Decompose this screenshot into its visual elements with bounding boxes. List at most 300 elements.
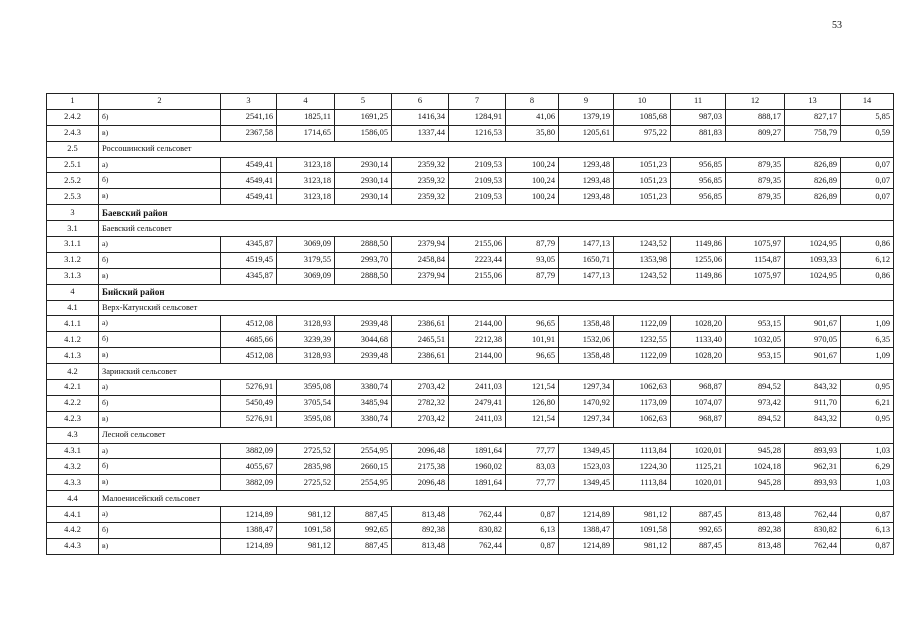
- table-cell: 6,12: [841, 252, 894, 268]
- section-row: [47, 141, 894, 157]
- table-cell: 3128,93: [277, 348, 335, 364]
- table-cell: 3882,09: [221, 475, 277, 491]
- table-cell: 887,45: [671, 507, 726, 523]
- table-cell: 888,17: [726, 109, 785, 125]
- table-cell: 2212,38: [449, 332, 506, 348]
- table-cell: 813,48: [392, 507, 449, 523]
- table-cell: 894,52: [726, 380, 785, 396]
- table-cell: 3123,18: [277, 157, 335, 173]
- table-cell: 2411,03: [449, 380, 506, 396]
- section-title: Заринский сельсовет: [99, 364, 894, 380]
- table-cell: 1028,20: [671, 348, 726, 364]
- table-cell: 3123,18: [277, 173, 335, 189]
- row-variant: а): [99, 157, 221, 173]
- table-cell: 1020,01: [671, 443, 726, 459]
- table-cell: 5450,49: [221, 395, 277, 411]
- table-cell: 1297,34: [559, 380, 614, 396]
- table-cell: 1477,13: [559, 237, 614, 253]
- table-cell: 6,29: [841, 459, 894, 475]
- table-cell: 2930,14: [335, 157, 392, 173]
- table-cell: 1032,05: [726, 332, 785, 348]
- table-cell: 0,95: [841, 411, 894, 427]
- table-cell: 981,12: [614, 538, 671, 554]
- table-cell: 0,07: [841, 157, 894, 173]
- row-variant: в): [99, 125, 221, 141]
- section-row: [47, 364, 894, 380]
- table-cell: 0,86: [841, 237, 894, 253]
- table-row: [47, 252, 894, 268]
- row-variant: а): [99, 507, 221, 523]
- table-cell: 992,65: [335, 523, 392, 539]
- table-cell: 1232,55: [614, 332, 671, 348]
- row-code: 4.3.3: [47, 475, 99, 491]
- row-code: 4.1: [47, 300, 99, 316]
- table-cell: 1825,11: [277, 109, 335, 125]
- table-cell: 1125,21: [671, 459, 726, 475]
- table-cell: 2554,95: [335, 443, 392, 459]
- table-cell: 41,06: [506, 109, 559, 125]
- table-row: [47, 332, 894, 348]
- table-row: [47, 507, 894, 523]
- table-cell: 2554,95: [335, 475, 392, 491]
- table-cell: 2725,52: [277, 475, 335, 491]
- row-variant: а): [99, 443, 221, 459]
- table-cell: 1149,86: [671, 237, 726, 253]
- table-cell: 1075,97: [726, 268, 785, 284]
- section-row: [47, 284, 894, 300]
- table-cell: 5,85: [841, 109, 894, 125]
- row-code: 4.2.3: [47, 411, 99, 427]
- table-cell: 762,44: [785, 538, 841, 554]
- row-code: 4.4.1: [47, 507, 99, 523]
- table-cell: 3380,74: [335, 380, 392, 396]
- table-cell: 1349,45: [559, 443, 614, 459]
- table-cell: 4512,08: [221, 348, 277, 364]
- column-header: 6: [392, 94, 449, 110]
- table-cell: 1028,20: [671, 316, 726, 332]
- table-cell: 1205,61: [559, 125, 614, 141]
- row-code: 4.4.2: [47, 523, 99, 539]
- table-cell: 826,89: [785, 173, 841, 189]
- table-cell: 762,44: [449, 538, 506, 554]
- table-row: [47, 125, 894, 141]
- table-cell: 1353,98: [614, 252, 671, 268]
- table-cell: 2109,53: [449, 157, 506, 173]
- table-cell: 5276,91: [221, 411, 277, 427]
- row-code: 4: [47, 284, 99, 300]
- row-code: 4.4: [47, 491, 99, 507]
- section-title: Баевский сельсовет: [99, 221, 894, 237]
- table-cell: 1024,18: [726, 459, 785, 475]
- table-cell: 1051,23: [614, 189, 671, 205]
- row-code: 4.1.1: [47, 316, 99, 332]
- table-row: [47, 411, 894, 427]
- table-cell: 1091,58: [277, 523, 335, 539]
- table-cell: 1074,07: [671, 395, 726, 411]
- table-cell: 1149,86: [671, 268, 726, 284]
- row-code: 3.1.2: [47, 252, 99, 268]
- table-row: [47, 459, 894, 475]
- row-variant: в): [99, 348, 221, 364]
- table-cell: 894,52: [726, 411, 785, 427]
- row-code: 2.5.2: [47, 173, 99, 189]
- table-cell: 968,87: [671, 411, 726, 427]
- section-row: [47, 427, 894, 443]
- row-code: 2.4.3: [47, 125, 99, 141]
- column-header: 5: [335, 94, 392, 110]
- header-row: [47, 94, 894, 110]
- table-cell: 93,05: [506, 252, 559, 268]
- row-code: 4.3: [47, 427, 99, 443]
- row-variant: б): [99, 459, 221, 475]
- table-cell: 4549,41: [221, 189, 277, 205]
- table-cell: 2155,06: [449, 268, 506, 284]
- table-cell: 1113,84: [614, 443, 671, 459]
- table-row: [47, 523, 894, 539]
- section-title: Малоенисейский сельсовет: [99, 491, 894, 507]
- table-cell: 762,44: [785, 507, 841, 523]
- row-variant: в): [99, 411, 221, 427]
- row-variant: б): [99, 109, 221, 125]
- column-header: 8: [506, 94, 559, 110]
- table-cell: 901,67: [785, 348, 841, 364]
- table-cell: 1714,65: [277, 125, 335, 141]
- row-code: 4.1.3: [47, 348, 99, 364]
- table-cell: 3123,18: [277, 189, 335, 205]
- table-cell: 2379,94: [392, 237, 449, 253]
- table-cell: 1133,40: [671, 332, 726, 348]
- table-cell: 35,80: [506, 125, 559, 141]
- row-code: 3: [47, 205, 99, 221]
- table-cell: 1,03: [841, 443, 894, 459]
- table-cell: 2144,00: [449, 348, 506, 364]
- row-code: 2.4.2: [47, 109, 99, 125]
- table-cell: 2541,16: [221, 109, 277, 125]
- table-cell: 2359,32: [392, 189, 449, 205]
- table-row: [47, 380, 894, 396]
- table-cell: 813,48: [392, 538, 449, 554]
- table-cell: 970,05: [785, 332, 841, 348]
- row-code: 4.1.2: [47, 332, 99, 348]
- section-title: Россошинский сельсовет: [99, 141, 894, 157]
- table-cell: 2703,42: [392, 411, 449, 427]
- row-code: 3.1.3: [47, 268, 99, 284]
- table-cell: 2993,70: [335, 252, 392, 268]
- table-cell: 100,24: [506, 157, 559, 173]
- table-cell: 3595,08: [277, 411, 335, 427]
- table-cell: 1085,68: [614, 109, 671, 125]
- table-cell: 992,65: [671, 523, 726, 539]
- table-cell: 5276,91: [221, 380, 277, 396]
- column-header: 9: [559, 94, 614, 110]
- table-cell: 0,87: [506, 538, 559, 554]
- table-cell: 879,35: [726, 173, 785, 189]
- table-row: [47, 538, 894, 554]
- table-cell: 1122,09: [614, 348, 671, 364]
- table-cell: 100,24: [506, 173, 559, 189]
- section-title: Лесной сельсовет: [99, 427, 894, 443]
- table-cell: 1388,47: [559, 523, 614, 539]
- table-cell: 843,32: [785, 380, 841, 396]
- table-cell: 3705,54: [277, 395, 335, 411]
- table-cell: 3882,09: [221, 443, 277, 459]
- table-cell: 1214,89: [559, 507, 614, 523]
- table-cell: 2930,14: [335, 173, 392, 189]
- table-cell: 945,28: [726, 475, 785, 491]
- table-cell: 4549,41: [221, 173, 277, 189]
- table-cell: 2359,32: [392, 173, 449, 189]
- table-row: [47, 189, 894, 205]
- table-cell: 1523,03: [559, 459, 614, 475]
- table-cell: 1891,64: [449, 443, 506, 459]
- table-cell: 3595,08: [277, 380, 335, 396]
- column-header: 4: [277, 94, 335, 110]
- table-cell: 1255,06: [671, 252, 726, 268]
- table-cell: 981,12: [277, 507, 335, 523]
- table-cell: 758,79: [785, 125, 841, 141]
- table-cell: 881,83: [671, 125, 726, 141]
- table-cell: 1358,48: [559, 348, 614, 364]
- table-cell: 1,09: [841, 316, 894, 332]
- table-cell: 956,85: [671, 189, 726, 205]
- table-cell: 3128,93: [277, 316, 335, 332]
- table-row: [47, 157, 894, 173]
- table-cell: 3179,55: [277, 252, 335, 268]
- row-variant: в): [99, 189, 221, 205]
- table-cell: 1051,23: [614, 173, 671, 189]
- table-cell: 879,35: [726, 189, 785, 205]
- table-cell: 813,48: [726, 538, 785, 554]
- table-cell: 953,15: [726, 348, 785, 364]
- table-cell: 2411,03: [449, 411, 506, 427]
- table-cell: 96,65: [506, 316, 559, 332]
- table-cell: 4345,87: [221, 237, 277, 253]
- section-title: Верх-Катунский сельсовет: [99, 300, 894, 316]
- data-table: [46, 93, 894, 555]
- table-cell: 2386,61: [392, 348, 449, 364]
- column-header: 7: [449, 94, 506, 110]
- table-cell: 126,80: [506, 395, 559, 411]
- table-cell: 2096,48: [392, 475, 449, 491]
- table-cell: 887,45: [335, 507, 392, 523]
- table-cell: 2479,41: [449, 395, 506, 411]
- row-code: 3.1.1: [47, 237, 99, 253]
- table-cell: 2835,98: [277, 459, 335, 475]
- table-cell: 1024,95: [785, 237, 841, 253]
- table-cell: 945,28: [726, 443, 785, 459]
- table-cell: 1214,89: [221, 538, 277, 554]
- table-row: [47, 348, 894, 364]
- table-cell: 892,38: [726, 523, 785, 539]
- table-cell: 1416,34: [392, 109, 449, 125]
- table-cell: 827,17: [785, 109, 841, 125]
- column-header: 12: [726, 94, 785, 110]
- table-cell: 1122,09: [614, 316, 671, 332]
- table-cell: 4685,66: [221, 332, 277, 348]
- table-cell: 826,89: [785, 157, 841, 173]
- table-cell: 1091,58: [614, 523, 671, 539]
- table-cell: 809,27: [726, 125, 785, 141]
- table-cell: 1051,23: [614, 157, 671, 173]
- row-code: 4.2.1: [47, 380, 99, 396]
- table-cell: 981,12: [277, 538, 335, 554]
- table-cell: 6,13: [841, 523, 894, 539]
- table-cell: 1284,91: [449, 109, 506, 125]
- table-cell: 2379,94: [392, 268, 449, 284]
- table-cell: 981,12: [614, 507, 671, 523]
- table-cell: 2175,38: [392, 459, 449, 475]
- table-cell: 1960,02: [449, 459, 506, 475]
- table-cell: 1,03: [841, 475, 894, 491]
- table-cell: 2223,44: [449, 252, 506, 268]
- table-cell: 87,79: [506, 268, 559, 284]
- section-row: [47, 221, 894, 237]
- table-cell: 987,03: [671, 109, 726, 125]
- row-code: 4.2.2: [47, 395, 99, 411]
- table-cell: 2096,48: [392, 443, 449, 459]
- table-cell: 1650,71: [559, 252, 614, 268]
- table-cell: 973,42: [726, 395, 785, 411]
- table-cell: 6,21: [841, 395, 894, 411]
- section-row: [47, 205, 894, 221]
- table-cell: 121,54: [506, 411, 559, 427]
- row-code: 4.3.1: [47, 443, 99, 459]
- table-cell: 0,86: [841, 268, 894, 284]
- table-cell: 1470,92: [559, 395, 614, 411]
- table-cell: 2359,32: [392, 157, 449, 173]
- table-cell: 956,85: [671, 173, 726, 189]
- table-cell: 6,35: [841, 332, 894, 348]
- column-header: 14: [841, 94, 894, 110]
- table-cell: 911,70: [785, 395, 841, 411]
- table-cell: 1293,48: [559, 189, 614, 205]
- table-row: [47, 475, 894, 491]
- section-title: Бийский район: [99, 284, 894, 300]
- table-cell: 1154,87: [726, 252, 785, 268]
- table-row: [47, 443, 894, 459]
- table-cell: 892,38: [392, 523, 449, 539]
- table-cell: 968,87: [671, 380, 726, 396]
- table-cell: 3380,74: [335, 411, 392, 427]
- table-cell: 826,89: [785, 189, 841, 205]
- table-cell: 2660,15: [335, 459, 392, 475]
- table-cell: 830,82: [785, 523, 841, 539]
- table-row: [47, 316, 894, 332]
- table-cell: 2939,48: [335, 348, 392, 364]
- row-variant: а): [99, 316, 221, 332]
- table-cell: 0,07: [841, 189, 894, 205]
- row-code: 4.4.3: [47, 538, 99, 554]
- table-cell: 3069,09: [277, 268, 335, 284]
- table-cell: 121,54: [506, 380, 559, 396]
- table-cell: 1173,09: [614, 395, 671, 411]
- table-row: [47, 173, 894, 189]
- table-cell: 2458,84: [392, 252, 449, 268]
- table-cell: 1214,89: [559, 538, 614, 554]
- table-cell: 887,45: [671, 538, 726, 554]
- row-variant: б): [99, 332, 221, 348]
- table-row: [47, 237, 894, 253]
- row-variant: а): [99, 380, 221, 396]
- table-cell: 813,48: [726, 507, 785, 523]
- table-cell: 1293,48: [559, 157, 614, 173]
- table-cell: 1243,52: [614, 237, 671, 253]
- row-variant: в): [99, 538, 221, 554]
- table-cell: 901,67: [785, 316, 841, 332]
- table-cell: 1293,48: [559, 173, 614, 189]
- table-cell: 893,93: [785, 443, 841, 459]
- table-cell: 4345,87: [221, 268, 277, 284]
- table-cell: 1243,52: [614, 268, 671, 284]
- table-cell: 3069,09: [277, 237, 335, 253]
- table-cell: 2109,53: [449, 173, 506, 189]
- table-cell: 1020,01: [671, 475, 726, 491]
- table-cell: 1379,19: [559, 109, 614, 125]
- table-cell: 1691,25: [335, 109, 392, 125]
- table-cell: 830,82: [449, 523, 506, 539]
- column-header: 11: [671, 94, 726, 110]
- table-cell: 100,24: [506, 189, 559, 205]
- table-cell: 1532,06: [559, 332, 614, 348]
- table-cell: 0,87: [506, 507, 559, 523]
- table-cell: 83,03: [506, 459, 559, 475]
- table-cell: 2703,42: [392, 380, 449, 396]
- page-number: 53: [832, 20, 842, 31]
- table-row: [47, 395, 894, 411]
- table-cell: 4512,08: [221, 316, 277, 332]
- row-code: 3.1: [47, 221, 99, 237]
- row-code: 2.5.3: [47, 189, 99, 205]
- table-cell: 953,15: [726, 316, 785, 332]
- table-cell: 1216,53: [449, 125, 506, 141]
- row-variant: б): [99, 252, 221, 268]
- table-cell: 2888,50: [335, 237, 392, 253]
- table-cell: 1358,48: [559, 316, 614, 332]
- row-variant: б): [99, 173, 221, 189]
- table-cell: 2782,32: [392, 395, 449, 411]
- table-cell: 3239,39: [277, 332, 335, 348]
- table-cell: 1586,05: [335, 125, 392, 141]
- table-cell: 2930,14: [335, 189, 392, 205]
- section-title: Баевский район: [99, 205, 894, 221]
- table-cell: 1024,95: [785, 268, 841, 284]
- table-cell: 1891,64: [449, 475, 506, 491]
- table-cell: 843,32: [785, 411, 841, 427]
- table-cell: 0,95: [841, 380, 894, 396]
- row-code: 2.5: [47, 141, 99, 157]
- table-cell: 1297,34: [559, 411, 614, 427]
- table-cell: 962,31: [785, 459, 841, 475]
- table-body: [47, 109, 894, 554]
- table-cell: 6,13: [506, 523, 559, 539]
- table-cell: 2367,58: [221, 125, 277, 141]
- table-cell: 879,35: [726, 157, 785, 173]
- table-cell: 4055,67: [221, 459, 277, 475]
- column-header: 2: [99, 94, 221, 110]
- table-cell: 0,87: [841, 538, 894, 554]
- table-cell: 1337,44: [392, 125, 449, 141]
- table-cell: 975,22: [614, 125, 671, 141]
- table-cell: 101,91: [506, 332, 559, 348]
- row-variant: б): [99, 523, 221, 539]
- table-cell: 0,87: [841, 507, 894, 523]
- table-cell: 956,85: [671, 157, 726, 173]
- row-code: 4.2: [47, 364, 99, 380]
- row-variant: в): [99, 268, 221, 284]
- table-cell: 3044,68: [335, 332, 392, 348]
- table-row: [47, 109, 894, 125]
- table-cell: 1062,63: [614, 411, 671, 427]
